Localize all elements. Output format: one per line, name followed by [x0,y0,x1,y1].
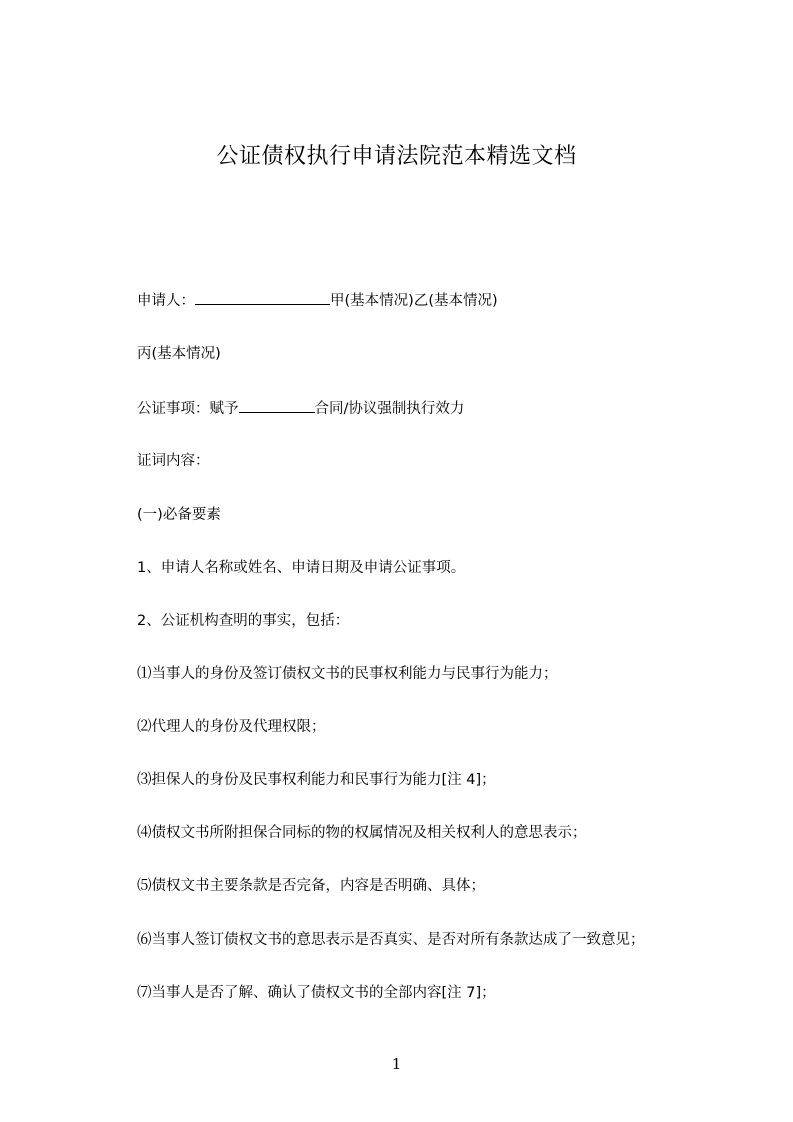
sub-item-1: ⑴当事人的身份及签订债权文书的民事权利能力与民事行为能力； [137,666,558,682]
matter-suffix: 合同/协议强制执行效力 [314,401,465,417]
applicant-label: 申请人： [137,293,195,309]
matter-blank [239,398,315,413]
applicant-details: 甲(基本情况)乙(基本情况) [330,293,498,309]
sub-item-3: ⑶担保人的身份及民事权利能力和民事行为能力[注 4]； [137,772,496,788]
list-item-1: 1、申请人名称或姓名、申请日期及申请公证事项。 [137,560,466,576]
applicant-bing-line: 丙(基本情况) [137,346,221,362]
document-title: 公证债权执行申请法院范本精选文档 [216,144,577,169]
sub-item-6: ⑹当事人签订债权文书的意思表示是否真实、是否对所有条款达成了一致意见； [137,932,645,948]
page-number: 1 [391,1055,402,1073]
applicant-line [137,290,498,311]
sub-item-2: ⑵代理人的身份及代理权限； [137,719,326,735]
applicant-blank [195,290,330,305]
matter-line [137,398,464,419]
sub-item-4: ⑷债权文书所附担保合同标的物的权属情况及相关权利人的意思表示； [137,825,587,841]
sub-item-7: ⑺当事人是否了解、确认了债权文书的全部内容[注 7]； [137,985,496,1001]
section-heading-1: (一)必备要素 [137,507,221,523]
matter-label: 公证事项：赋予 [137,401,239,417]
content-heading: 证词内容： [137,453,210,469]
list-item-2: 2、公证机构查明的事实，包括： [137,613,350,629]
sub-item-5: ⑸债权文书主要条款是否完备，内容是否明确、具体； [137,878,485,894]
